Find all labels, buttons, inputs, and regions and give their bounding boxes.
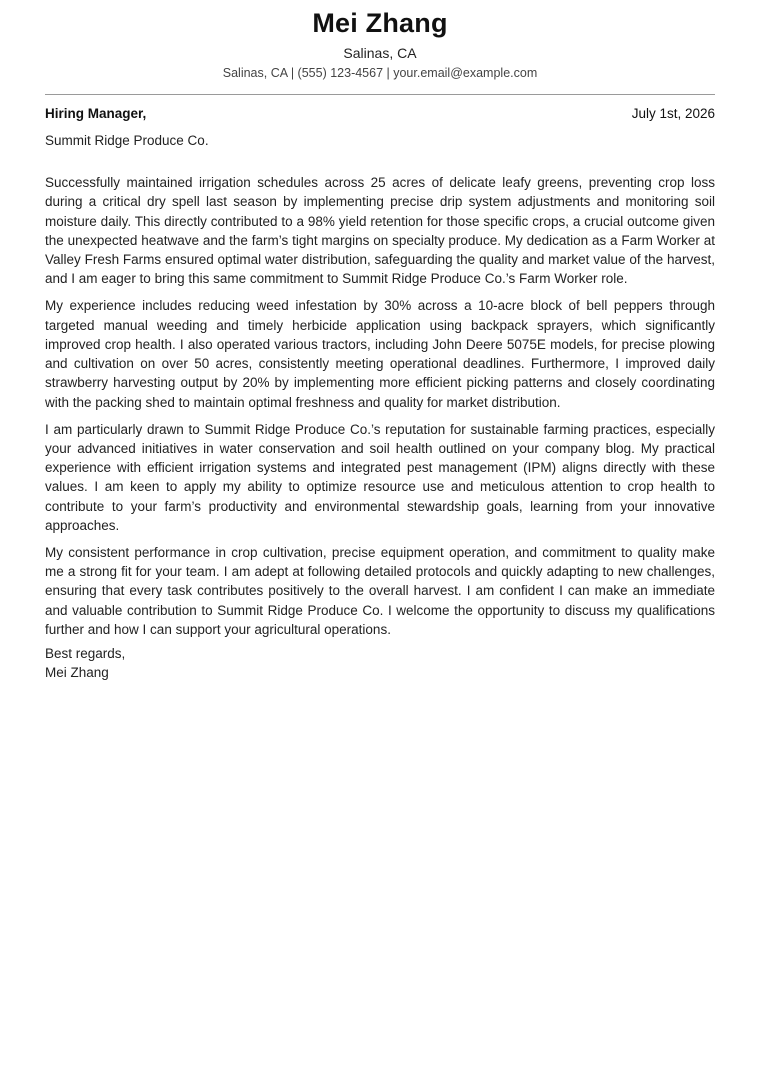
letter-body xyxy=(45,173,715,647)
body-paragraph: I am particularly drawn to Summit Ridge Produce Co.’s reputation for sustainable farming practices, especially your advanced initiatives in water conservation and soil health outlined on your company blog. My practical experience with efficient irrigation systems and integrated pest management (IPM) aligns directly with these values. I am keen to apply my ability to optimize resource use and meticulous attention to crop health to contribute to your farm’s productivity and environmental stewardship goals, learning from your innovative approaches. xyxy=(45,421,715,534)
contact-line: Salinas, CA | (555) 123-4567 | your.email@example.com xyxy=(222,66,538,80)
body-paragraph: Successfully maintained irrigation schedules across 25 acres of delicate leafy greens, preventing crop loss during a critical dry spell last season by implementing precise drip system adjustments and monitoring soil moisture daily. This directly contributed to a 98% yield retention for those specific crops, a crucial outcome given the unexpected heatwave and the farm’s tight margins on specialty produce. My dedication as a Farm Worker at Valley Fresh Farms ensured optimal water distribution, safeguarding the quality and market value of the harvest, and I am eager to bring this same commitment to Summit Ridge Produce Co.’s Farm Worker role. xyxy=(45,175,715,287)
body-paragraph: My experience includes reducing weed infestation by 30% across a 10-acre block of bell peppers through targeted manual weeding and timely herbicide application using backpack sprayers, which significantly improved crop health. I also operated various tractors, including John Deere 5075E models, for precise plowing and cultivation on over 50 acres, consistently meeting operational deadlines. Furthermore, I improved daily strawberry harvesting output by 20% by implementing more efficient picking patterns and closely coordinating with the packing shed to maintain optimal freshness and quality for market distribution. xyxy=(45,298,715,410)
signature-name: Mei Zhang xyxy=(45,665,109,681)
body-paragraph: My consistent performance in crop cultivation, precise equipment operation, and commitment to quality make me a strong fit for your team. I am adept at following detailed protocols and quickly adapting to new challenges, ensuring that every task contributes positively to the overall harvest. I am confident I can make an immediate and valuable contribution to Summit Ridge Produce Co. I welcome the opportunity to discuss my qualifications further and how I can support your agricultural operations. xyxy=(45,544,715,638)
company-name: Summit Ridge Produce Co. xyxy=(45,133,209,148)
closing-phrase: Best regards, xyxy=(45,646,126,661)
applicant-location: Salinas, CA xyxy=(343,45,417,61)
applicant-name: Mei Zhang xyxy=(312,8,448,38)
header-divider xyxy=(45,94,715,95)
letter-date: July 1st, 2026 xyxy=(631,106,715,121)
recipient-salutation: Hiring Manager, xyxy=(45,106,147,121)
letter-closing xyxy=(45,644,125,683)
